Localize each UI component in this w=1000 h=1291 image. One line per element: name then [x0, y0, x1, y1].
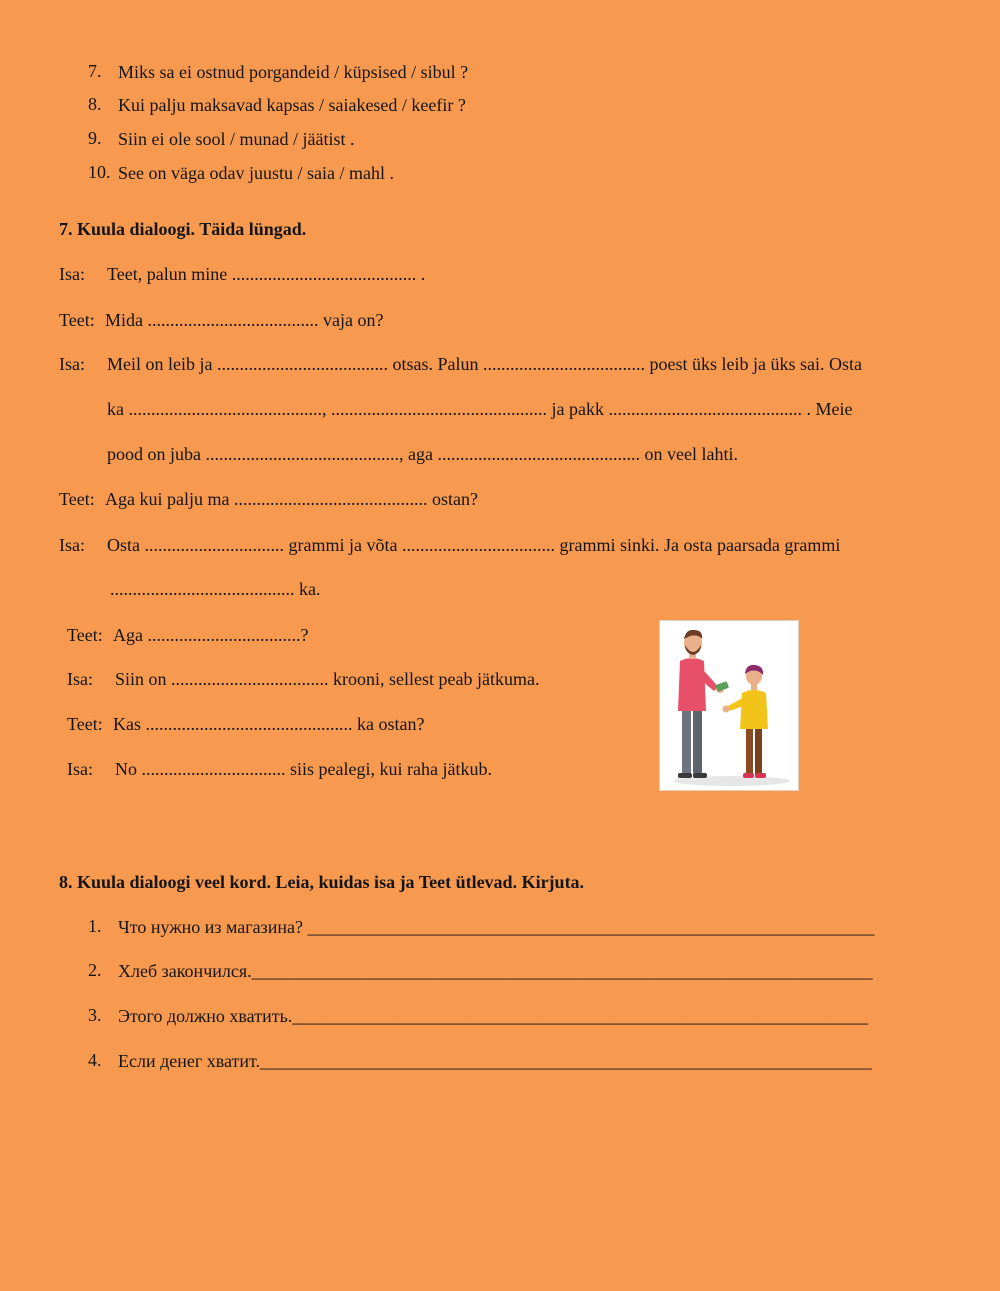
- dialogue-line: ka ..........................................., ................................................ ja pakk ........................................... . Meie: [107, 399, 853, 419]
- dialogue-speaker: Isa:: [59, 264, 85, 284]
- list-item: Kui palju maksavad kapsas / saiakesed / keefir ?: [118, 95, 466, 115]
- list-number: 3.: [88, 1005, 102, 1025]
- dialogue-speaker: Teet:: [59, 489, 95, 509]
- dialogue-line: Aga ..................................?: [113, 625, 309, 645]
- dialogue-line: Aga kui palju ma ........................................... ostan?: [105, 489, 478, 509]
- dialogue-line: pood on juba ..........................................., aga ............................................. on veel lahti.: [107, 444, 738, 464]
- list-number: 8.: [88, 94, 102, 114]
- dialogue-line: Meil on leib ja ...................................... otsas. Palun .................................... poest üks leib ja üks sai. Osta: [107, 354, 862, 374]
- list-item: Siin ei ole sool / munad / jäätist .: [118, 129, 355, 149]
- section-8-heading: 8. Kuula dialoogi veel kord. Leia, kuidas isa ja Teet ütlevad. Kirjuta.: [59, 872, 585, 892]
- list-number: 7.: [88, 61, 102, 81]
- list-number: 4.: [88, 1050, 102, 1070]
- list-item: See on väga odav juustu / saia / mahl .: [118, 163, 394, 183]
- dialogue-speaker: Teet:: [67, 714, 103, 734]
- dialogue-line: No ................................ siis pealegi, kui raha jätkub.: [115, 759, 492, 779]
- translation-item: Хлеб закончился._____________________________________________________________________: [118, 961, 873, 981]
- dialogue-speaker: Teet:: [59, 310, 95, 330]
- list-number: 10.: [88, 162, 111, 182]
- dialogue-line: Kas .............................................. ka ostan?: [113, 714, 425, 734]
- translation-item: Этого должно хватить.________________________________________________________________: [118, 1006, 869, 1026]
- dialogue-speaker: Isa:: [67, 669, 93, 689]
- dialogue-line: Siin on ................................... krooni, sellest peab jätkuma.: [115, 669, 540, 689]
- dialogue-speaker: Isa:: [59, 535, 85, 555]
- father-son-illustration: [659, 620, 799, 791]
- dialogue-speaker: Isa:: [59, 354, 85, 374]
- dialogue-line: Mida ...................................... vaja on?: [105, 310, 384, 330]
- list-number: 1.: [88, 916, 102, 936]
- dialogue-speaker: Isa:: [67, 759, 93, 779]
- translation-item: Если денег хватит.____________________________________________________________________: [118, 1051, 873, 1071]
- list-number: 9.: [88, 128, 102, 148]
- list-item: Miks sa ei ostnud porgandeid / küpsised / sibul ?: [118, 62, 469, 82]
- dialogue-speaker: Teet:: [67, 625, 103, 645]
- dialogue-line: ......................................... ka.: [110, 579, 321, 599]
- translation-item: Что нужно из магазина? _______________________________________________________________: [118, 917, 875, 937]
- list-number: 2.: [88, 960, 102, 980]
- dialogue-line: Teet, palun mine ......................................... .: [107, 264, 426, 284]
- dialogue-line: Osta ............................... grammi ja võta .................................. grammi sinki. Ja osta paarsada grammi: [107, 535, 841, 555]
- section-7-heading: 7. Kuula dialoogi. Täida lüngad.: [59, 219, 307, 239]
